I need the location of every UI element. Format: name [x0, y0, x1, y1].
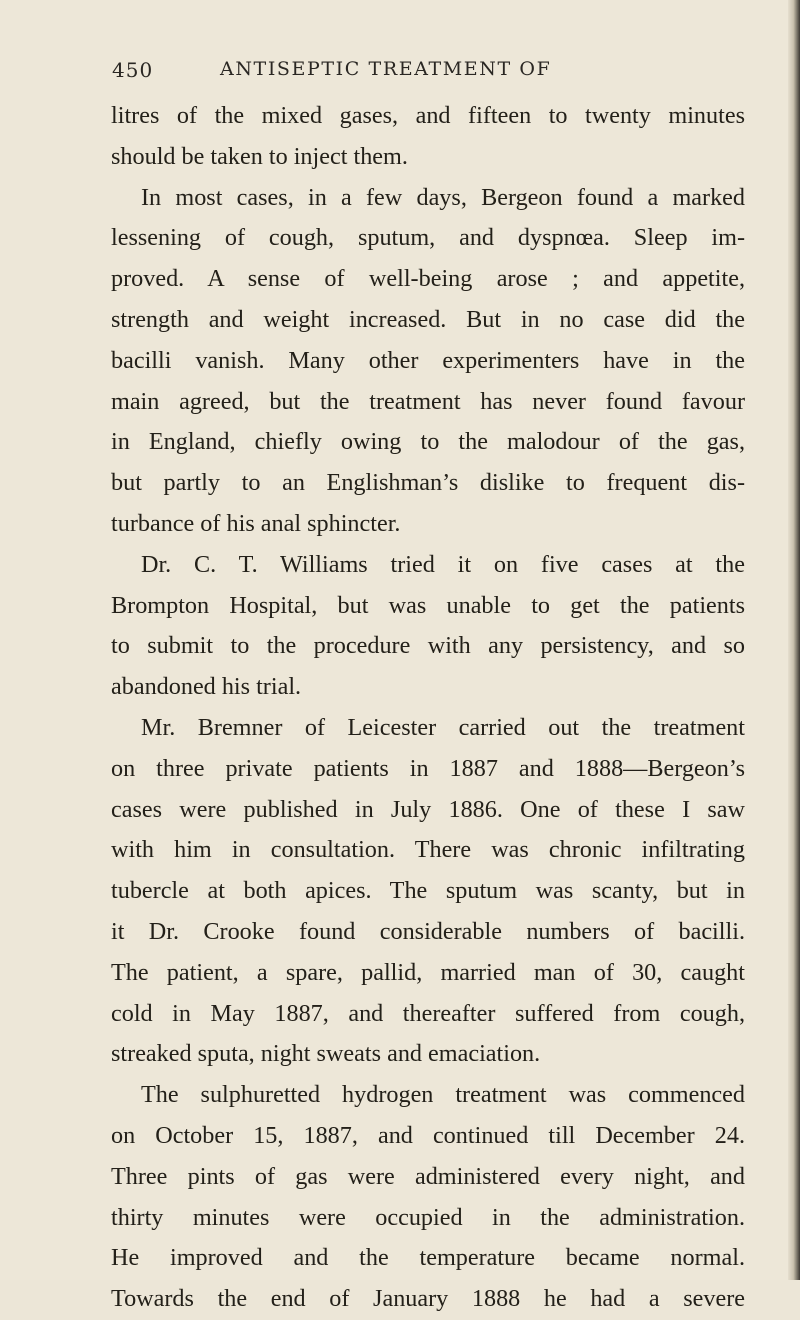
text-line: lessening of cough, sputum, and dyspnœa. Sleep im-	[111, 224, 745, 252]
text-line: litres of the mixed gases, and fifteen to twenty minutes	[111, 102, 745, 129]
text-line: cases were published in July 1886. One of these I saw	[111, 795, 745, 823]
page-header	[112, 58, 732, 88]
text-line: in England, chiefly owing to the malodour of the gas,	[111, 428, 745, 456]
page-number: 450	[112, 58, 154, 82]
text-line: main agreed, but the treatment has never found favour	[111, 387, 745, 415]
text-line: streaked sputa, night sweats and emaciation.	[111, 1040, 541, 1068]
text-line: Dr. C. T. Williams tried it on five cases at the	[141, 550, 745, 578]
text-line: Brompton Hospital, but was unable to get the patients	[111, 591, 745, 619]
body-text	[111, 96, 745, 1320]
text-line: abandoned his trial.	[111, 673, 302, 701]
text-line: on three private patients in 1887 and 1888—Bergeon’s	[111, 754, 745, 782]
text-line: Towards the end of January 1888 he had a severe	[111, 1285, 745, 1313]
text-line: strength and weight increased. But in no case did the	[111, 305, 745, 333]
text-line: He improved and the temperature became normal.	[111, 1244, 745, 1272]
text-line: should be taken to inject them.	[111, 142, 408, 170]
text-line: bacilli vanish. Many other experimenters have in the	[111, 346, 745, 374]
page-edge-shadow	[788, 0, 800, 1280]
text-line: on October 15, 1887, and continued till December 24.	[111, 1121, 745, 1149]
text-line: thirty minutes were occupied in the administration.	[111, 1203, 745, 1231]
text-line: tubercle at both apices. The sputum was scanty, but in	[111, 877, 745, 905]
running-head: ANTISEPTIC TREATMENT OF	[220, 58, 552, 80]
text-line: to submit to the procedure with any persistency, and so	[111, 632, 745, 660]
text-line: it Dr. Crooke found considerable numbers of bacilli.	[111, 917, 745, 945]
text-line: turbance of his anal sphincter.	[111, 509, 401, 537]
text-line: Mr. Bremner of Leicester carried out the treatment	[141, 713, 745, 741]
text-line: Three pints of gas were administered every night, and	[111, 1162, 745, 1190]
text-line: but partly to an Englishman’s dislike to frequent dis-	[111, 469, 745, 497]
text-line: proved. A sense of well-being arose ; and appetite,	[111, 265, 745, 293]
text-line: The sulphuretted hydrogen treatment was commenced	[141, 1081, 745, 1109]
text-line: with him in consultation. There was chronic infiltrating	[111, 836, 745, 864]
text-line: In most cases, in a few days, Bergeon found a marked	[141, 183, 745, 211]
text-line: The patient, a spare, pallid, married man of 30, caught	[111, 958, 745, 986]
text-line: cold in May 1887, and thereafter suffered from cough,	[111, 999, 745, 1027]
